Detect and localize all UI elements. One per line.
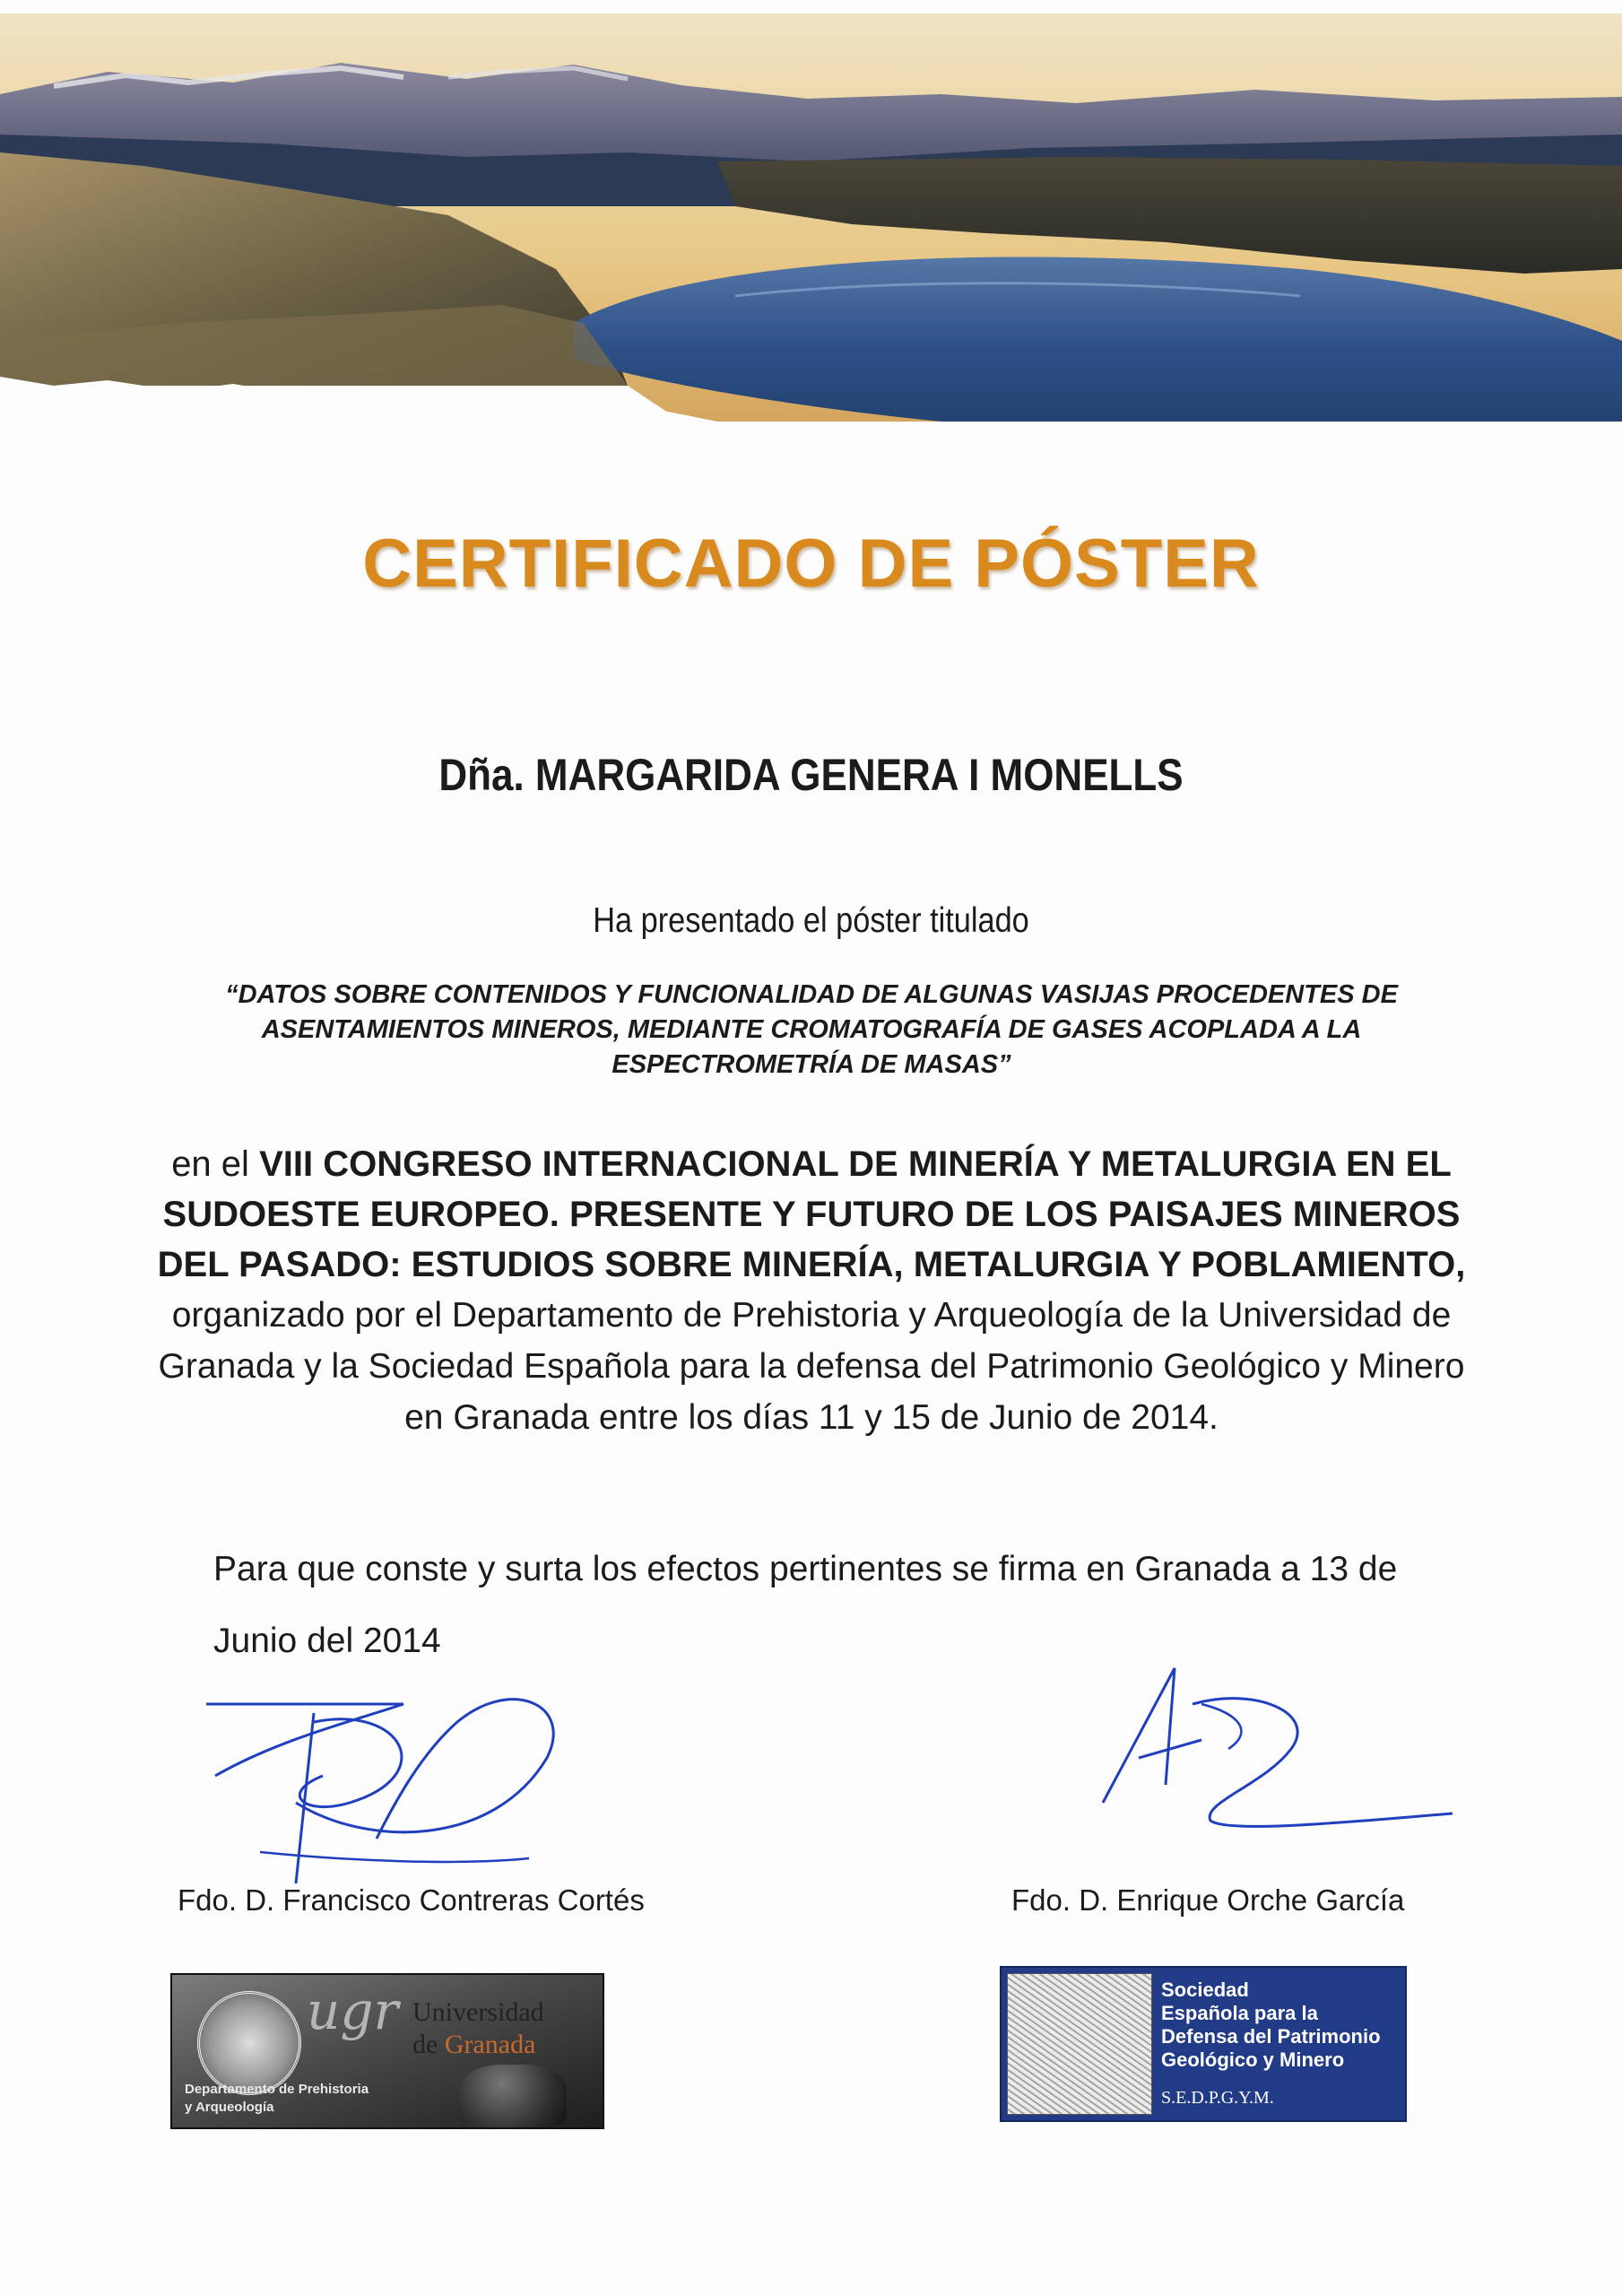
signature-right (1076, 1650, 1453, 1848)
right-signer-name: Fdo. D. Enrique Orche García (1011, 1883, 1405, 1917)
congress-lead: en el (171, 1144, 249, 1184)
university-name-granada: Granada (444, 2030, 536, 2059)
department-name (185, 2081, 369, 2117)
handwritten-signature-left (170, 1668, 672, 1883)
certificate-title: CERTIFICADO DE PÓSTER (362, 526, 1260, 602)
ancient-pot-image (459, 2065, 567, 2127)
sedpgym-line3: Defensa del Patrimonio (1161, 2025, 1381, 2048)
sedpgym-abbreviation: S.E.D.P.G.Y.M. (1161, 2088, 1274, 2108)
sedpgym-line2: Española para la (1161, 2002, 1318, 2024)
landscape-banner (0, 0, 1622, 502)
sedpgym-line1: Sociedad (1161, 1979, 1249, 2001)
university-name-de: de (412, 2030, 438, 2059)
organizer-text: organizado por el Departamento de Prehistoria y Arqueología de la Universidad de Granada y la Sociedad Española para la defensa del Patrimonio Geológico y Minero en Granada entre los días 11 y 15 de Junio de 2014. (158, 1296, 1465, 1437)
university-name-line2 (412, 2029, 544, 2061)
university-name (412, 1996, 544, 2061)
handwritten-signature-right (1076, 1650, 1453, 1848)
university-name-line1: Universidad (412, 1997, 544, 2027)
congress-paragraph (134, 1139, 1488, 1443)
closing-text: Para que conste y surta los efectos pertinentes se firma en Granada a 13 de Junio del 2014 (213, 1550, 1398, 1660)
department-line1: Departamento de Prehistoria (185, 2082, 369, 2097)
department-line2: y Arqueología (185, 2100, 274, 2115)
sedpgym-line4: Geológico y Minero (1161, 2048, 1345, 2071)
mining-engraving-image (1007, 1973, 1152, 2115)
sedpgym-name (1161, 1979, 1381, 2072)
mountain-lake-image (0, 0, 1622, 502)
recipient-name: Dña. MARGARIDA GENERA I MONELLS (438, 750, 1184, 800)
signature-left (170, 1668, 672, 1883)
congress-name: VIII CONGRESO INTERNACIONAL DE MINERÍA Y METALURGIA EN EL SUDOESTE EUROPEO. PRESENTE Y FUTURO DE LOS PAISAJES MINEROS DEL PASADO: ESTUDIOS SOBRE MINERÍA, METALURGIA Y POBLAMIENTO, (157, 1144, 1466, 1284)
university-crest-icon (197, 1991, 301, 2095)
sedpgym-logo (1000, 1966, 1407, 2122)
ugr-logo (170, 1973, 604, 2129)
ugr-mark: ugr (307, 1980, 399, 2041)
poster-title: “DATOS SOBRE CONTENIDOS Y FUNCIONALIDAD DE ALGUNAS VASIJAS PROCEDENTES DE ASENTAMIENTOS MINEROS, MEDIANTE CROMATOGRAFÍA DE GASES ACOPLADA A LA ESPECTROMETRÍA DE MASAS” (225, 980, 1398, 1079)
left-signer-name: Fdo. D. Francisco Contreras Cortés (178, 1883, 645, 1917)
intro-text: Ha presentado el póster titulado (593, 901, 1029, 940)
